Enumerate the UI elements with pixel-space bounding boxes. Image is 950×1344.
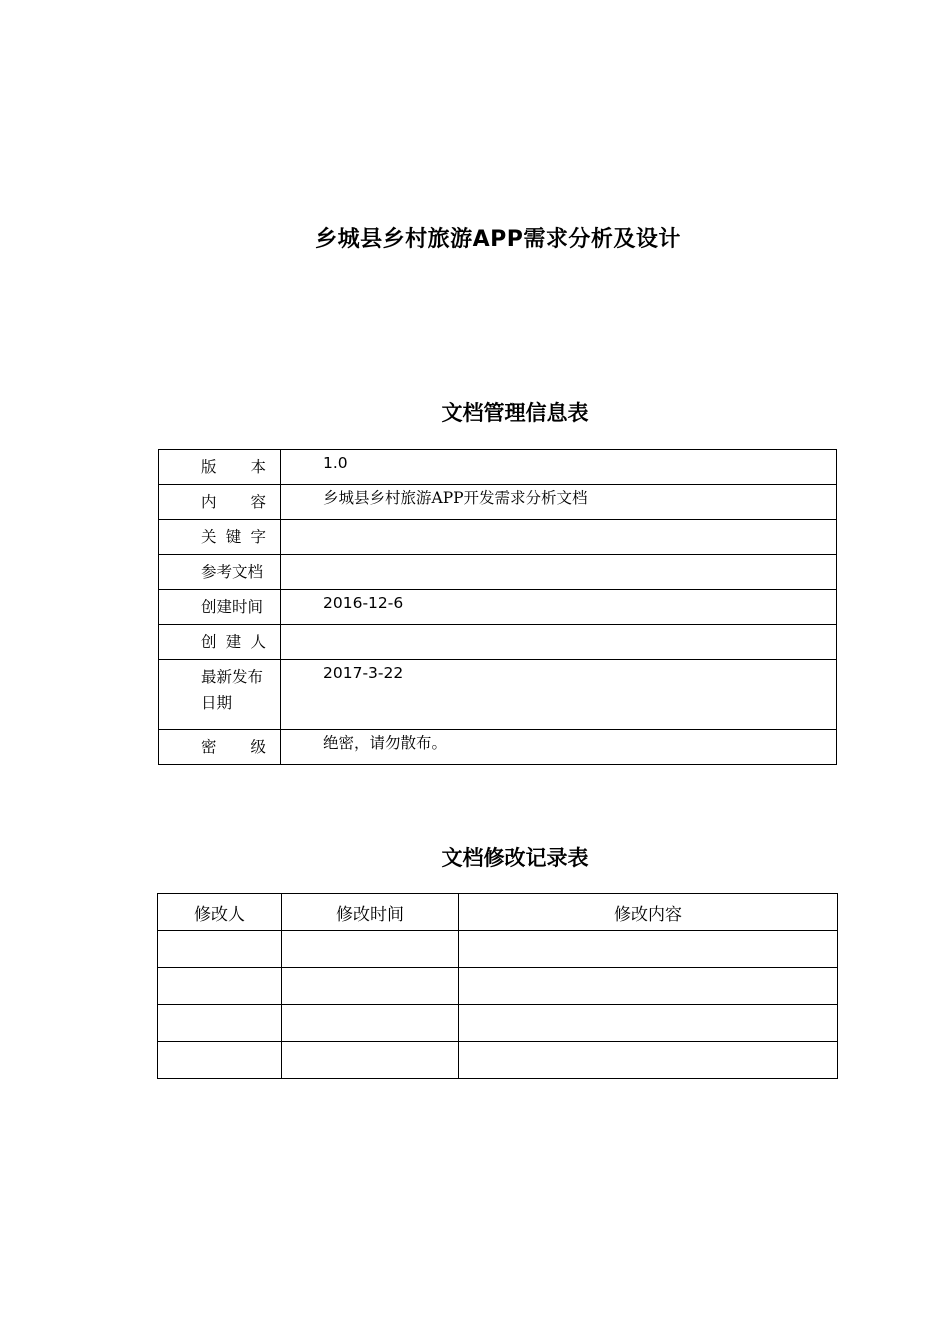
info-label-keywords <box>159 520 281 555</box>
log-header-row <box>158 894 838 931</box>
document-title: 乡城县乡村旅游APP需求分析及设计 <box>315 227 681 252</box>
label-part: 参考文档 <box>201 563 264 581</box>
info-value-references <box>281 555 837 590</box>
label-part: 字 <box>250 528 266 546</box>
revision-log-table <box>157 893 838 1079</box>
info-row-keywords <box>159 520 837 555</box>
info-row-version <box>159 450 837 485</box>
label-part: 本 <box>250 458 266 476</box>
info-value-keywords <box>281 520 837 555</box>
info-row-latest-release <box>159 660 837 730</box>
info-label-references <box>159 555 281 590</box>
log-cell-time <box>282 931 459 968</box>
info-label-content <box>159 485 281 520</box>
info-row-references <box>159 555 837 590</box>
log-cell-editor <box>158 1005 282 1042</box>
log-cell-time <box>282 1005 459 1042</box>
label-part: 人 <box>250 633 266 651</box>
log-header-content: 修改内容 <box>459 894 838 931</box>
info-value-classification: 绝密，请勿散布。 <box>281 730 837 765</box>
log-cell-content <box>459 931 838 968</box>
label-part: 创 <box>201 633 217 651</box>
label-part: 版 <box>201 458 217 476</box>
label-part: 最新发布 <box>201 668 264 686</box>
log-cell-editor <box>158 968 282 1005</box>
log-cell-time <box>282 1042 459 1079</box>
log-header-time: 修改时间 <box>282 894 459 931</box>
info-table-title: 文档管理信息表 <box>441 401 589 425</box>
label-part: 创建时间 <box>201 598 264 616</box>
info-label-creator <box>159 625 281 660</box>
info-value-creator <box>281 625 837 660</box>
document-info-table <box>158 449 837 765</box>
info-label-version <box>159 450 281 485</box>
info-value-version: 1.0 <box>281 450 837 485</box>
log-cell-content <box>459 1042 838 1079</box>
log-cell-editor <box>158 1042 282 1079</box>
table-row <box>158 968 838 1005</box>
log-table-title: 文档修改记录表 <box>441 846 589 870</box>
info-value-created-time: 2016-12-6 <box>281 590 837 625</box>
info-row-content <box>159 485 837 520</box>
log-cell-editor <box>158 931 282 968</box>
label-part: 密 <box>201 738 217 756</box>
table-row <box>158 931 838 968</box>
log-cell-content <box>459 1005 838 1042</box>
log-cell-time <box>282 968 459 1005</box>
info-row-classification <box>159 730 837 765</box>
info-row-creator <box>159 625 837 660</box>
label-part: 日期 <box>201 694 233 712</box>
info-label-latest-release <box>159 660 281 730</box>
log-header-editor: 修改人 <box>158 894 282 931</box>
info-label-classification <box>159 730 281 765</box>
table-row <box>158 1042 838 1079</box>
label-part: 建 <box>225 633 242 651</box>
log-cell-content <box>459 968 838 1005</box>
label-part: 关 <box>201 528 217 546</box>
label-part: 键 <box>225 528 242 546</box>
label-part: 容 <box>250 493 266 511</box>
info-value-content: 乡城县乡村旅游APP开发需求分析文档 <box>281 485 837 520</box>
label-part: 内 <box>201 493 217 511</box>
label-part: 级 <box>250 738 266 756</box>
info-row-created-time <box>159 590 837 625</box>
info-label-created-time <box>159 590 281 625</box>
info-value-latest-release: 2017-3-22 <box>281 660 837 730</box>
table-row <box>158 1005 838 1042</box>
